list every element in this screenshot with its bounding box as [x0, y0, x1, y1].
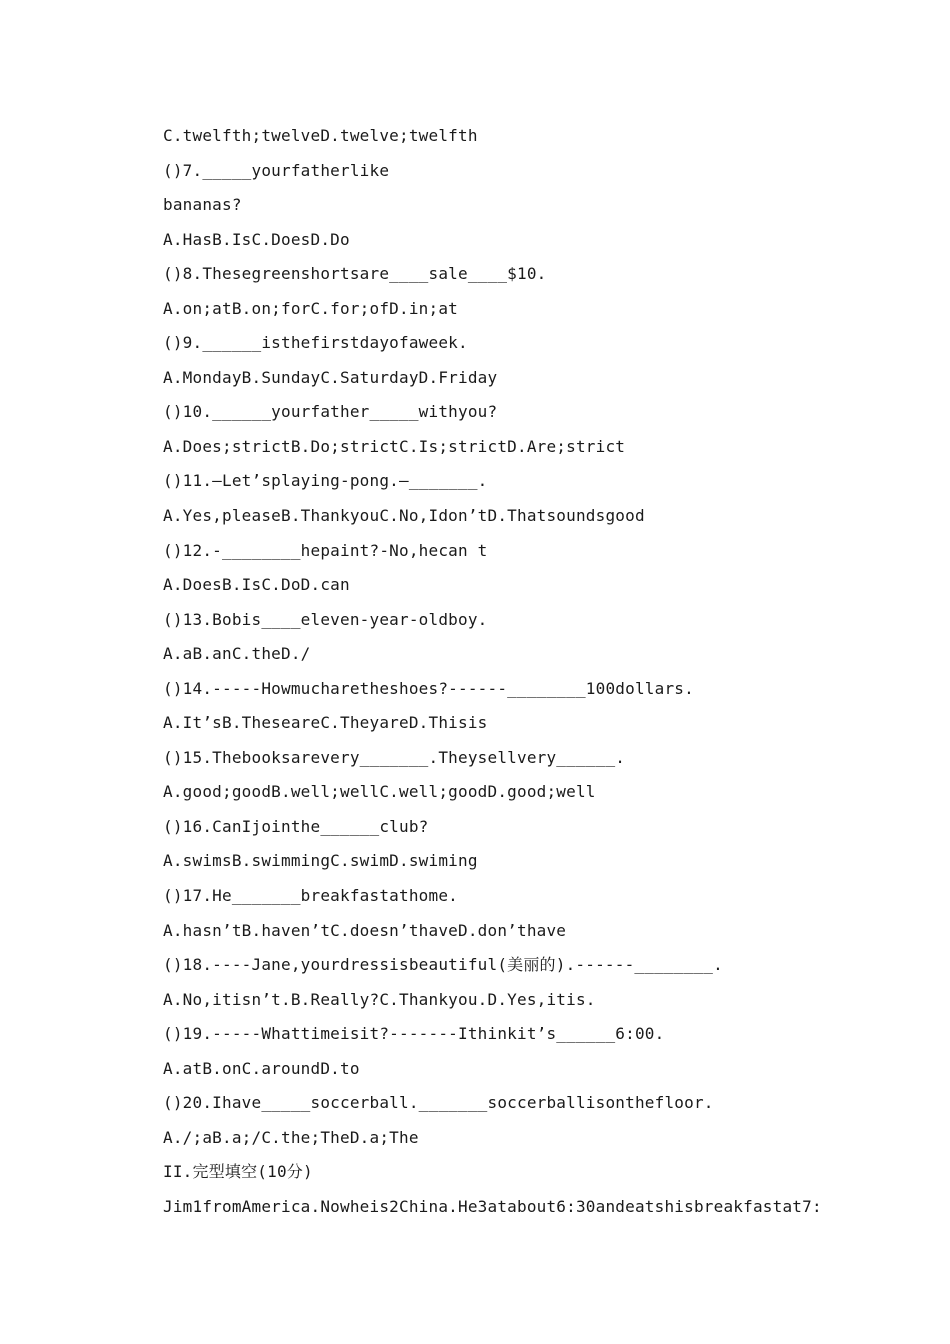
options-q10: A.Does;strictB.Do;strictC.Is;strictD.Are;strict	[163, 436, 626, 456]
question-19: ()19.-----Whattimeisit?-------Ithinkit’s______6:00.	[163, 1024, 665, 1044]
cloze-passage-line: Jim1fromAmerica.Nowheis2China.He3atabout6:30andeatshisbreakfastat7:	[163, 1196, 822, 1216]
question-7-continued: bananas?	[163, 195, 242, 215]
options-q14: A.It’sB.TheseareC.TheyareD.Thisis	[163, 713, 488, 733]
options-q12: A.DoesB.IsC.DoD.can	[163, 575, 350, 595]
question-17: ()17.He_______breakfastathome.	[163, 886, 458, 906]
options-q16: A.swimsB.swimmingC.swimD.swiming	[163, 851, 478, 871]
question-7: ()7._____yourfatherlike	[163, 160, 390, 180]
option-line-q6: C.twelfth;twelveD.twelve;twelfth	[163, 126, 478, 145]
section-heading-cloze: II.完型填空(10分)	[163, 1162, 313, 1182]
options-q18: A.No,itisn’t.B.Really?C.Thankyou.D.Yes,itis.	[163, 989, 596, 1009]
question-8: ()8.Thesegreenshortsare____sale____$10.	[163, 264, 547, 284]
options-q19: A.atB.onC.aroundD.to	[163, 1058, 360, 1078]
options-q20: A./;aB.a;/C.the;TheD.a;The	[163, 1127, 419, 1147]
options-q11: A.Yes,pleaseB.ThankyouC.No,Idon’tD.Thatsoundsgood	[163, 506, 645, 526]
question-18: ()18.----Jane,yourdressisbeautiful(美丽的).------________.	[163, 955, 723, 975]
options-q7: A.HasB.IsC.DoesD.Do	[163, 229, 350, 249]
question-14: ()14.-----Howmucharetheshoes?------________100dollars.	[163, 678, 694, 698]
question-15: ()15.Thebooksarevery_______.Theysellvery______.	[163, 747, 626, 767]
question-20: ()20.Ihave_____soccerball._______soccerballisonthefloor.	[163, 1093, 714, 1113]
document-body	[163, 124, 923, 1230]
question-9: ()9.______isthefirstdayofaweek.	[163, 333, 468, 353]
question-12: ()12.-________hepaint?-No,hecan t	[163, 540, 488, 560]
options-q13: A.aB.anC.theD./	[163, 644, 311, 664]
options-q15: A.good;goodB.well;wellC.well;goodD.good;well	[163, 782, 596, 802]
options-q8: A.on;atB.on;forC.for;ofD.in;at	[163, 298, 458, 318]
question-11: ()11.—Let’splaying-pong.—_______.	[163, 471, 488, 491]
question-16: ()16.CanIjointhe______club?	[163, 816, 429, 836]
question-10: ()10.______yourfather_____withyou?	[163, 402, 498, 422]
options-q9: A.MondayB.SundayC.SaturdayD.Friday	[163, 367, 498, 387]
question-13: ()13.Bobis____eleven-year-oldboy.	[163, 609, 488, 629]
options-q17: A.hasn’tB.haven’tC.doesn’thaveD.don’thave	[163, 920, 567, 940]
